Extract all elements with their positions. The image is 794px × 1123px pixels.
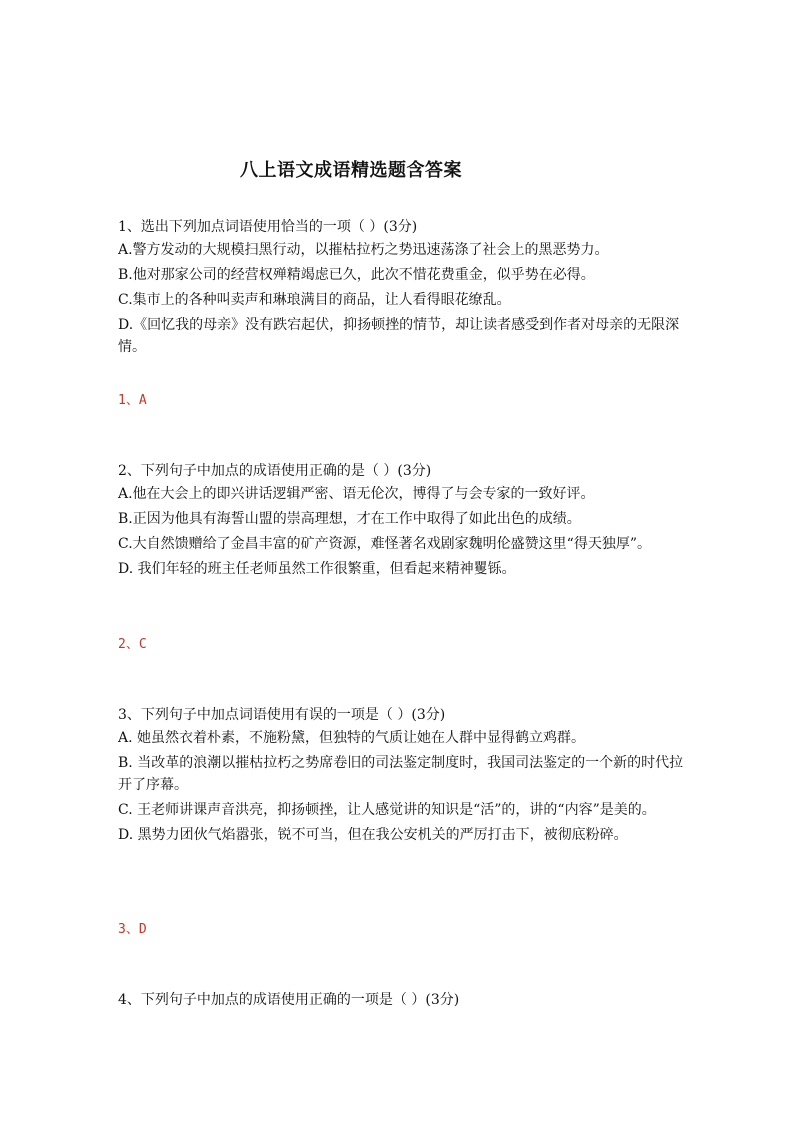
answer-3: 3、D xyxy=(118,922,147,937)
option-d: D.《回忆我的母亲》没有跌宕起伏，抑扬顿挫的情节，却让读者感受到作者对母亲的无限深情。 xyxy=(118,317,680,355)
document-title: 八上语文成语精选题含答案 xyxy=(240,160,462,181)
option-c: C.大自然馈赠给了金昌丰富的矿产资源，难怪著名戏剧家魏明伦盛赞这里“得天独厚”。 xyxy=(118,536,651,552)
option-b: B.他对那家公司的经营权殚精竭虑已久，此次不惜花费重金，似乎势在必得。 xyxy=(118,267,595,283)
answer-1: 1、A xyxy=(118,393,147,408)
question-2 xyxy=(118,459,688,583)
question-stem: 4、下列句子中加点的成语使用正确的一项是（ ）(3分) xyxy=(118,992,460,1008)
option-c: C.集市上的各种叫卖声和琳琅满目的商品，让人看得眼花缭乱。 xyxy=(118,292,511,308)
question-3 xyxy=(118,703,688,849)
option-a: A.他在大会上的即兴讲话逻辑严密、语无伦次，博得了与会专家的一致好评。 xyxy=(118,486,595,502)
option-c: C. 王老师讲课声音洪亮，抑扬顿挫，让人感觉讲的知识是“活”的，讲的“内容”是美的。 xyxy=(118,802,656,818)
option-b: B.正因为他具有海誓山盟的崇高理想，才在工作中取得了如此出色的成绩。 xyxy=(118,511,581,527)
option-a: A. 她虽然衣着朴素，不施粉黛，但独特的气质让她在人群中显得鹤立鸡群。 xyxy=(118,730,586,746)
question-4 xyxy=(118,988,688,1012)
option-b: B. 当改革的浪潮以摧枯拉朽之势席卷旧的司法鉴定制度时，我国司法鉴定的一个新的时代拉开了序幕。 xyxy=(118,755,684,793)
option-d: D. 黑势力团伙气焰嚣张，锐不可当，但在我公安机关的严厉打击下，被彻底粉碎。 xyxy=(118,827,628,843)
question-stem: 2、下列句子中加点的成语使用正确的是（ ）(3分) xyxy=(118,463,432,479)
question-1 xyxy=(118,215,688,361)
question-stem: 3、下列句子中加点词语使用有误的一项是（ ）(3分) xyxy=(118,707,446,723)
question-stem: 1、选出下列加点词语使用恰当的一项（ ）(3分) xyxy=(118,219,418,235)
option-d: D. 我们年轻的班主任老师虽然工作很繁重，但看起来精神矍铄。 xyxy=(118,561,516,577)
answer-2: 2、C xyxy=(118,637,147,652)
option-a: A.警方发动的大规模扫黑行动，以摧枯拉朽之势迅速荡涤了社会上的黑恶势力。 xyxy=(118,242,609,258)
